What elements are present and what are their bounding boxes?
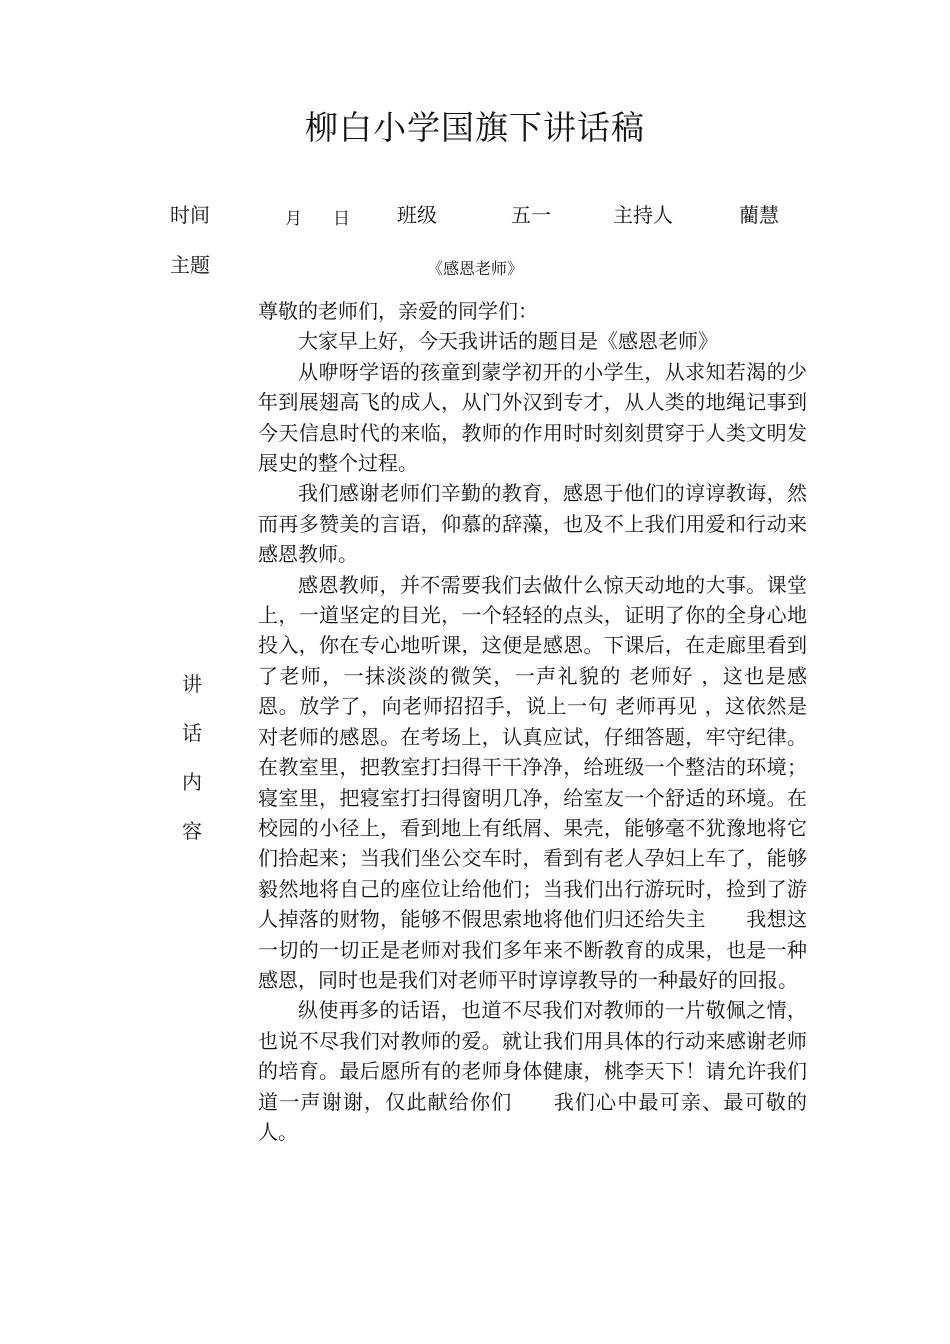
speech-body bbox=[258, 296, 807, 1147]
side-char: 话 bbox=[182, 721, 202, 745]
side-char: 容 bbox=[182, 819, 202, 843]
paragraph: 从咿呀学语的孩童到蒙学初开的小学生，从求知若渴的少年到展翅高飞的成人，从门外汉到专才，从人类的地绳记事到今天信息时代的来临，教师的作用时时刻刻贯穿于人类文明发展史的整个过程。 bbox=[258, 359, 807, 476]
topic-value: 《感恩老师》 bbox=[426, 259, 523, 278]
day-label: 日 bbox=[333, 209, 350, 229]
time-label: 时间 bbox=[170, 203, 210, 227]
paragraph: 我们心中最可亲、最可敬的人。 bbox=[258, 1089, 807, 1144]
paragraph: 感恩教师，并不需要我们去做什么惊天动地的大事。课堂上，一道坚定的目光，一个轻轻的点头，证明了你的全身心地投入，你在专心地听课，这便是感恩。下课后，在走廊里看到了老师，一抹淡淡的微笑，一声礼貌的 老师好 ，这也是感恩。放学了，向老师招招手，说上一句 老师再见 ，这依然是对老师的感恩。在考场上，认真应试，仔细答题，牢守纪律。在教室里，把教室打扫得干干净净，给班级一个整洁的环境；寝室里，把寝室打扫得窗明几净，给室友一个舒适的环境。在校园的小径上，看到地上有纸屑、果壳，能够毫不犹豫地将它们拾起来；当我们坐公交车时，看到有老人孕妇上车了，能够毅然地将自己的座位让给他们；当我们出行游玩时，捡到了游人掉落的财物，能够不假思索地将他们归还给失主 bbox=[258, 572, 807, 932]
host-label: 主持人 bbox=[613, 203, 673, 227]
document-title: 柳白小学国旗下讲话稿 bbox=[305, 108, 645, 147]
side-char: 讲 bbox=[182, 672, 202, 696]
paragraph-block bbox=[258, 995, 807, 1147]
month-label: 月 bbox=[285, 209, 302, 229]
paragraph-block bbox=[258, 570, 807, 996]
topic-label: 主题 bbox=[170, 253, 210, 277]
greeting: 尊敬的老师们，亲爱的同学们： bbox=[258, 299, 538, 323]
class-label: 班级 bbox=[397, 203, 437, 227]
side-char: 内 bbox=[182, 770, 202, 794]
paragraph: 我们感谢老师们辛勤的教育，感恩于他们的谆谆教诲，然而再多赞美的言语，仰慕的辞藻，也及不上我们用爱和行动来感恩教师。 bbox=[258, 481, 807, 567]
paragraph: 纵使再多的话语，也道不尽我们对教师的一片敬佩之情，也说不尽我们对教师的爱。就让我们用具体的行动来感谢老师的培育。最后愿所有的老师身体健康，桃李天下！请允许我们道一声谢谢，仅此献给你们 bbox=[258, 998, 807, 1114]
class-value: 五一 bbox=[511, 203, 551, 227]
paragraph: 我想这一切的一切正是老师对我们多年来不断教育的成果，也是一种感恩，同时也是我们对老师平时谆谆教导的一种最好的回报。 bbox=[258, 907, 808, 992]
content-side-label bbox=[178, 660, 206, 856]
paragraph: 大家早上好，今天我讲话的题目是《感恩老师》 bbox=[298, 329, 718, 354]
host-value: 藺慧 bbox=[739, 203, 779, 227]
